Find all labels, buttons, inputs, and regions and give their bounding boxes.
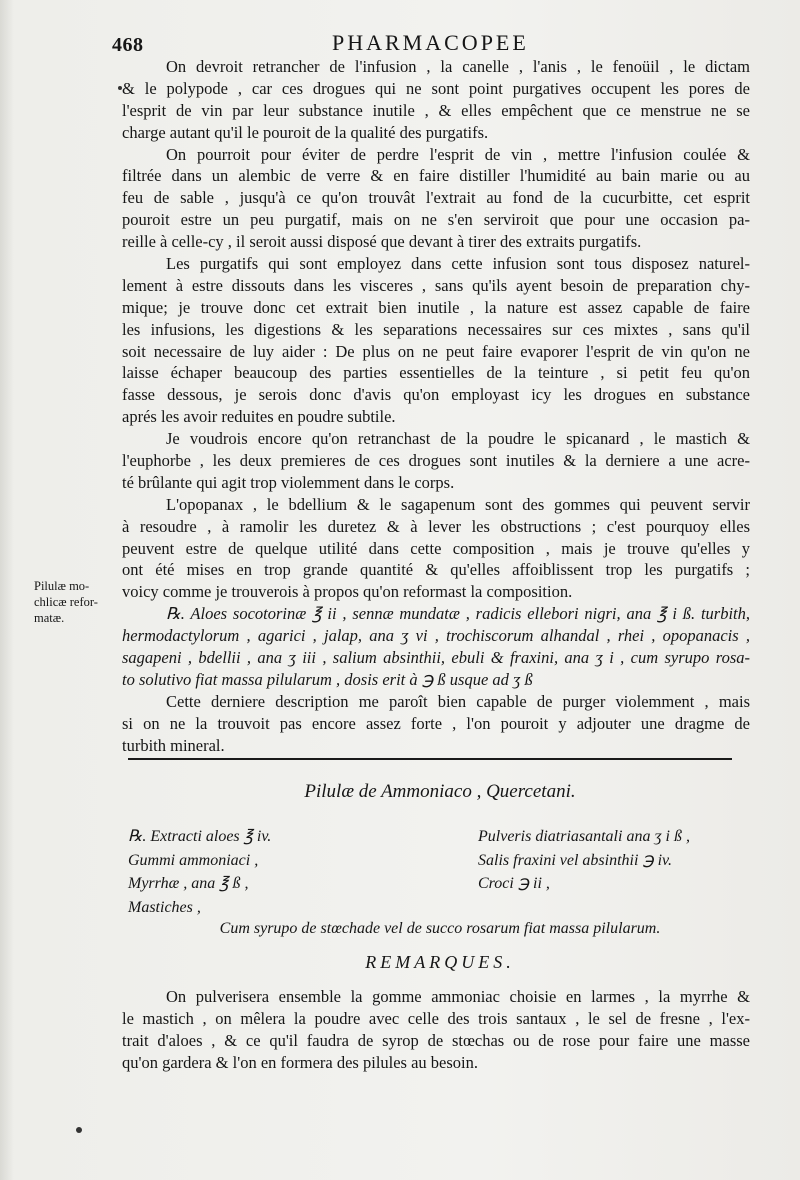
text-line: les infusions, les digestions & les separations necessaires sur ces mixtes , sans qu'il [122, 319, 750, 339]
text-line: filtrée dans un alembic de verre & en faire distiller l'humidité au bain marie ou au [122, 166, 750, 186]
text-line: laisse échaper beaucoup des parties essentielles de la teinture , si petit feu qu'on [122, 363, 750, 383]
text-line: feu de sable , jusqu'à ce qu'on trouvât l'extrait au fond de la cucurbitte, cet esprit [122, 188, 750, 208]
remarks-text-block [122, 986, 750, 1074]
text-line: peuvent estre de quelque utilité dans cette composition , mais je trouve qu'elles y [122, 538, 750, 558]
ingredient-line: Gummi ammoniaci , [128, 851, 259, 869]
text-line: On pourroit pour éviter de perdre l'esprit de vin , mettre l'infusion coulée & [166, 144, 750, 164]
text-line: té brûlante qui agit trop violemment dans le corps. [122, 472, 455, 492]
recipe-line: hermodactylorum , agarici , jalap, ana ʒ vi , trochiscorum alhandal , rhei , opopanacis , [122, 626, 750, 646]
text-line: Cette derniere description me paroît bien capable de purger violemment , mais [166, 691, 750, 711]
text-line: Les purgatifs qui sont employez dans cette infusion sont tous disposez naturel- [166, 254, 750, 274]
text-line: aprés les avoir reduites en poudre subtile. [122, 407, 396, 427]
ingredient-line: Mastiches , [128, 898, 201, 916]
text-line: à resoudre , à ramolir les duretez & à lever les obstructions ; c'est pourquoy elles [122, 516, 750, 536]
text-line: l'euphorbe , les deux premieres de ces drogues sont inutiles & la derniere a une acre- [122, 451, 750, 471]
text-line: trait d'aloes , & ce qu'il faudra de syrop de stœchas ou de rose pour faire une masse [122, 1030, 750, 1050]
text-line: soit necessaire de luy aider : De plus on ne peut faire evaporer l'esprit de vin qu'on ne [122, 341, 750, 361]
ingredient-line: Salis fraxini vel absinthii ℈ iv. [478, 851, 672, 869]
text-line: & le polypode , car ces drogues qui ne sont point purgatives occupent les pores de [122, 78, 750, 98]
text-line: On pulverisera ensemble la gomme ammoniac choisie en larmes , la myrrhe & [166, 987, 750, 1006]
text-line: l'esprit de vin par leur substance inutile , & elles empêchent que ce menstrue ne se [122, 100, 750, 120]
margin-note-line: Pilulæ mo- [34, 579, 90, 593]
ink-spot [118, 86, 122, 90]
recipe-ingredients-left [128, 825, 271, 919]
remarques-heading: REMARQUES. [365, 952, 515, 972]
ingredient-line: Myrrhæ , ana ℥ ß , [128, 875, 249, 892]
margin-note-line: matæ. [34, 611, 65, 625]
text-line: L'opopanax , le bdellium & le sagapenum sont des gommes qui peuvent servir [166, 494, 750, 514]
ingredient-line: ℞. Extracti aloes ℥ iv. [128, 828, 272, 845]
margin-note [34, 578, 124, 626]
section-divider [128, 758, 732, 760]
text-line: si on ne la trouvoit pas encore assez forte , l'on pouroit y adjouter une dragme de [122, 713, 750, 733]
main-text-block [122, 56, 750, 757]
text-line: charge autant qu'il le pouroit de la qualité des purgatifs. [122, 122, 489, 142]
recipe-instruction: Cum syrupo de stœchade vel de succo rosarum fiat massa pilularum. [219, 920, 661, 937]
text-line: Je voudrois encore qu'on retranchast de la poudre le spicanard , le mastich & [166, 429, 750, 449]
text-line: fasse dessous, je serois donc d'avis qu'on employast icy les drogues en substance [122, 385, 750, 405]
text-line: le mastich , on mêlera la poudre avec celle des trois santaux , le sel de fresne , l'ex- [122, 1008, 750, 1028]
running-title: PHARMACOPEE [332, 30, 529, 55]
text-line: turbith mineral. [122, 735, 225, 755]
text-line: voicy comme je trouverois à propos qu'on reformast la composition. [122, 582, 573, 602]
recipe-line: sagapeni , bdellii , ana ʒ iii , salium absinthii, ebuli & fraxini, ana ʒ i , cum syrupo rosa- [122, 648, 750, 668]
margin-note-line: chlicæ refor- [34, 595, 98, 609]
ink-spot [76, 1127, 82, 1133]
recipe-line: to solutivo fiat massa pilularum , dosis erit à ℈ ß usque ad ʒ ß [122, 669, 533, 689]
ingredient-line: Pulveris diatriasantali ana ʒ i ß , [478, 828, 690, 845]
text-line: lement à estre dissouts dans les visceres , sans qu'ils ayent besoin de preparation chy- [122, 275, 750, 295]
text-line: mique; je trouve donc cet extrait bien inutile , la nature est assez capable de faire [122, 297, 750, 317]
text-line: pouroit estre un peu purgatif, mais on ne s'en serviroit que pour une occasion pa- [122, 210, 750, 230]
text-line: qu'on gardera & l'on en formera des pilules au besoin. [122, 1052, 479, 1072]
text-line: ont été mises en trop grande quantité & qu'elles affoiblissent trop les purgatifs ; [122, 560, 750, 580]
text-line: reille à celle-cy , il seroit aussi disposé que devant à tirer des extraits purgatifs. [122, 232, 642, 252]
page-number: 468 [112, 34, 144, 56]
text-line: On devroit retrancher de l'infusion , la canelle , l'anis , le fenoüil , le dictam [166, 57, 750, 76]
recipe-line: ℞. Aloes socotorinæ ℥ ii , sennæ mundatæ , radicis ellebori nigri, ana ℥ i ß. turbith, [166, 604, 750, 624]
ingredient-line: Croci ℈ ii , [478, 875, 550, 892]
section-title: Pilulæ de Ammoniaco , Quercetani. [304, 781, 576, 802]
recipe-ingredients-right [478, 825, 690, 896]
